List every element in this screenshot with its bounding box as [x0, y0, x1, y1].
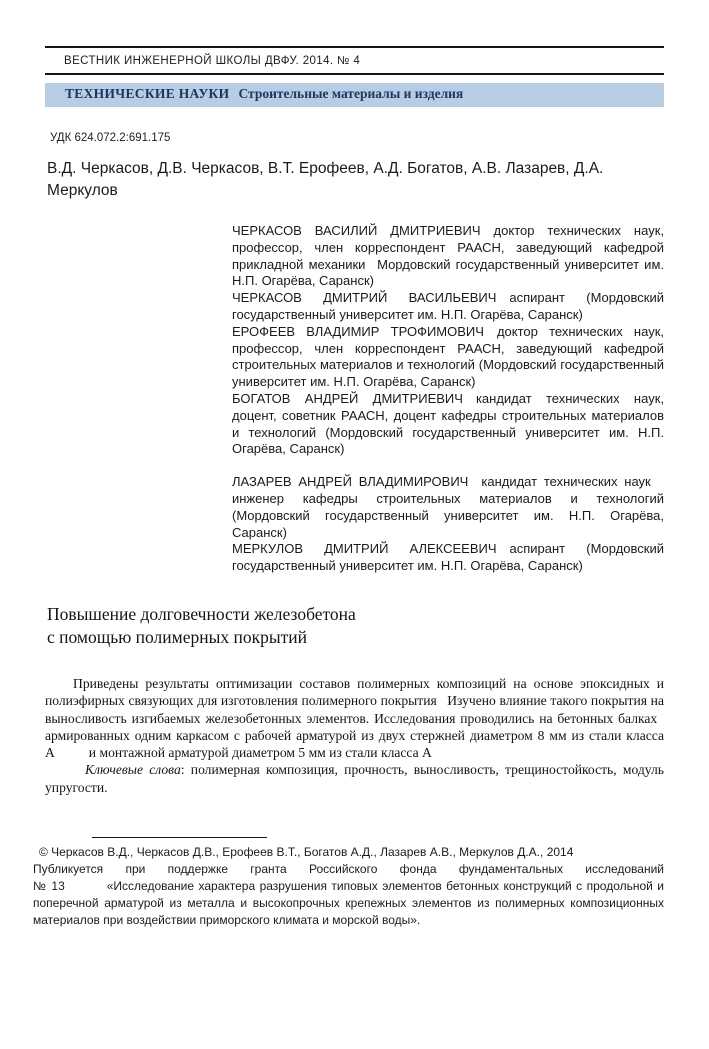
bio-name: ЧЕРКАСОВ ВАСИЛИЙ ДМИТРИЕВИЧ — [232, 223, 481, 238]
article-title-line1: Повышение долговечности железобетона — [47, 603, 356, 624]
bio-desc: аспирант (Мордовский государственный университет им. Н.П. Огарёва, Саранск) — [232, 541, 664, 574]
bio-desc: кандидат технических наук инженер кафедры строительных материалов и технологий (Мордовский государственный университет им. Н.П. Огарёва, Саранск) — [232, 474, 664, 540]
bio-name: МЕРКУЛОВ ДМИТРИЙ АЛЕКСЕЕВИЧ — [232, 541, 497, 557]
footnote-separator — [92, 837, 267, 838]
section-banner — [45, 83, 664, 107]
bio-name: ЛАЗАРЕВ АНДРЕЙ ВЛАДИМИРОВИЧ — [232, 474, 469, 490]
keywords-paragraph — [45, 761, 664, 796]
article-title — [47, 603, 664, 649]
bio-name: ЧЕРКАСОВ ДМИТРИЙ ВАСИЛЬЕВИЧ — [232, 290, 497, 306]
bio-group-1 — [232, 223, 664, 458]
bio-desc: доктор технических наук, профессор, член корреспондент РААСН, заведующий кафедрой строительных материалов и технологий (Мордовский государственный университет им. Н.П. Огарёва, Саранск) — [232, 323, 664, 390]
grant-note: Публикуется при поддержке гранта Российского фонда фундаментальных исследований № 13 «Исследование характера разрушения типовых элементов бетонных конструкций с продольной и поперечной арматурой из металла и высокопрочных крепежных элементов из полимерных композиционных материалов при воздействии приморского климата и морской воды». — [33, 861, 664, 927]
bio-item — [232, 541, 664, 575]
footnote-block — [0, 837, 709, 929]
section-name: ТЕХНИЧЕСКИЕ НАУКИ — [65, 86, 230, 101]
bio-item — [232, 223, 664, 290]
keywords-list: : полимерная композиция, прочность, выносливость, трещиностойкость, модуль упругости. — [45, 762, 664, 795]
author-bios — [232, 223, 664, 575]
bio-name: ЕРОФЕЕВ ВЛАДИМИР ТРОФИМОВИЧ — [232, 323, 484, 339]
abstract-text: Приведены результаты оптимизации составов полимерных композиций на основе эпоксидных и полиэфирных связующих для изготовления полимерного покрытия Изучено влияние такого покрытия на выносливость изгибаемых железобетонных элементов. Исследования проводились на бетонных балках армированных одним каркасом с рабочей арматурой из двух стержней диаметром 8 мм из стали класса А и монтажной арматурой диаметром 5 мм из стали класса А — [45, 675, 664, 761]
journal-header-text: ВЕСТНИК ИНЖЕНЕРНОЙ ШКОЛЫ ДВФУ. 2014. № 4 — [64, 55, 361, 67]
bio-name: БОГАТОВ АНДРЕЙ ДМИТРИЕВИЧ — [232, 390, 463, 406]
bio-item — [232, 290, 664, 324]
bio-item — [232, 391, 664, 458]
bio-desc: доктор технических наук, профессор, член корреспондент РААСН, заведующий кафедрой прикладной механики Мордовский государственный университет им. Н.П. Огарёва, Саранск) — [232, 223, 664, 289]
bio-item — [232, 474, 664, 541]
authors-line: В.Д. Черкасов, Д.В. Черкасов, В.Т. Ерофеев, А.Д. Богатов, А.В. Лазарев, Д.А. Меркулов — [47, 160, 604, 199]
copyright-line: © Черкасов В.Д., Черкасов Д.В., Ерофеев В.Т., Богатов А.Д., Лазарев А.В., Меркулов Д.А., 2014 — [39, 845, 574, 860]
journal-header — [45, 46, 664, 75]
udc-code: УДК 624.072.2:691.175 — [50, 132, 171, 144]
bio-desc: кандидат технических наук, доцент, советник РААСН, доцент кафедры строительных материалов и технологий (Мордовский государственный университет им. Н.П. Огарёва, Саранск) — [232, 390, 664, 457]
bio-desc: аспирант (Мордовский государственный университет им. Н.П. Огарёва, Саранск) — [232, 290, 664, 322]
bio-item — [232, 324, 664, 391]
document-page — [0, 46, 709, 1049]
bio-group-2 — [232, 474, 664, 575]
keywords-label: Ключевые слова — [85, 762, 181, 778]
article-title-line2: с помощью полимерных покрытий — [47, 626, 307, 647]
section-topic: Строительные материалы и изделия — [238, 86, 464, 101]
